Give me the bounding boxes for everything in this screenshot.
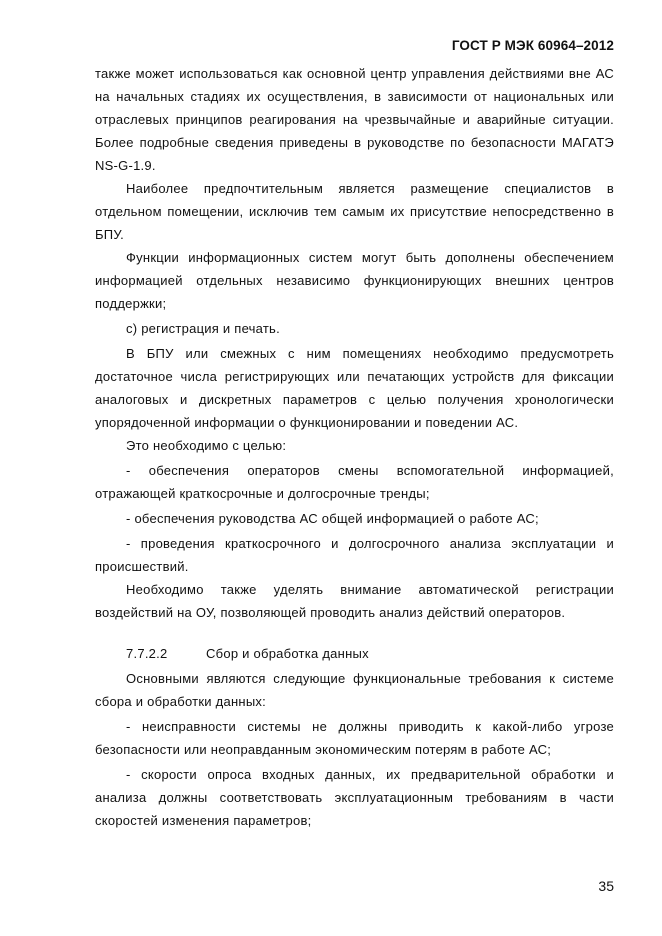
- section-title: Сбор и обработка данных: [206, 646, 369, 661]
- paragraph-automatic-registration: Необходимо также уделять внимание автоматической регистрации воздействий на ОУ, позволяющей проводить анализ действий операторов.: [95, 582, 614, 620]
- standard-designation: ГОСТ Р МЭК 60964–2012: [451, 38, 614, 53]
- list-item-purpose-analysis: - проведения краткосрочного и долгосрочного анализа эксплуатации и происшествий.: [95, 536, 614, 574]
- paragraph-specialists-placement: Наиболее предпочтительным является размещение специалистов в отдельном помещении, исключив тем самым их присутствие непосредственно в БПУ.: [95, 181, 614, 242]
- paragraph-recording-devices: В БПУ или смежных с ним помещениях необходимо предусмотреть достаточное числа регистрирующих или печатающих устройств для фиксации аналоговых и дискретных параметров с целью получения хронологически упорядоченной информации о функционировании и поведении АС.: [95, 346, 614, 430]
- list-item-requirement-polling: - скорости опроса входных данных, их предварительной обработки и анализа должны соответствовать эксплуатационным требованиям в части скоростей изменения параметров;: [95, 767, 614, 828]
- list-item-requirement-faults: - неисправности системы не должны приводить к какой-либо угрозе безопасности или неоправданным экономическим потерям в работе АС;: [95, 719, 614, 757]
- paragraph-requirements-intro: Основными являются следующие функциональные требования к системе сбора и обработки данных:: [95, 671, 614, 709]
- list-item-purpose-management: - обеспечения руководства АС общей информацией о работе АС;: [126, 511, 539, 526]
- paragraph-information-systems: Функции информационных систем могут быть дополнены обеспечением информацией отдельных независимо функционирующих внешних центров поддержки;: [95, 250, 614, 311]
- list-item-registration: с) регистрация и печать.: [126, 321, 280, 336]
- paragraph-continuation: также может использоваться как основной центр управления действиями вне АС на начальных стадиях их осуществления, в зависимости от национальных или отраслевых принципов реагирования на чрезвычайные и аварийные ситуации. Более подробные сведения приведены в руководстве по безопасности МАГАТЭ NS-G-1.9.: [95, 66, 614, 173]
- page-body: [95, 62, 614, 832]
- list-item-purpose-operators: - обеспечения операторов смены вспомогательной информацией, отражающей краткосрочные и долгосрочные тренды;: [95, 463, 614, 501]
- section-number: 7.7.2.2: [126, 646, 168, 661]
- paragraph-purpose-intro: Это необходимо с целью:: [126, 438, 287, 453]
- page-number: 35: [598, 878, 614, 894]
- section-heading: [95, 642, 614, 665]
